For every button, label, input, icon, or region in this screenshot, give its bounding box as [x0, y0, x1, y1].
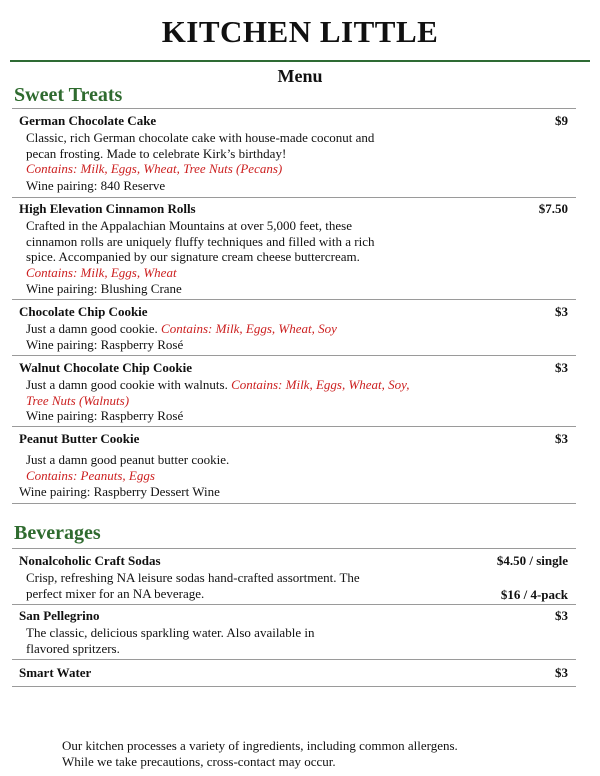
restaurant-name: KITCHEN LITTLE	[161, 14, 439, 49]
item-price: $3	[555, 608, 568, 623]
menu-title: Menu	[277, 66, 323, 86]
item-price: $3	[555, 431, 568, 446]
menu-item-walnut-chocolate-chip-cookie	[12, 356, 576, 427]
menu-item-peanut-butter-cookie	[12, 427, 576, 504]
allergen-disclaimer: Our kitchen processes a variety of ingredients, including common allergens. While we take precautions, cross-contact may occur.	[62, 738, 458, 769]
item-price: $7.50	[538, 201, 568, 216]
item-description: Crisp, refreshing NA leisure sodas hand-crafted assortment. The perfect mixer for an NA beverage.	[26, 570, 360, 601]
item-price-single: $4.50 / single	[496, 553, 568, 568]
item-price: $3	[555, 304, 568, 319]
item-price: $3	[555, 665, 568, 680]
menu-item-german-chocolate-cake	[12, 108, 576, 198]
item-name: San Pellegrino	[19, 608, 100, 623]
item-name: German Chocolate Cake	[19, 113, 157, 128]
item-description: The classic, delicious sparkling water. Also available in flavored spritzers.	[26, 625, 315, 656]
item-description: Just a damn good peanut butter cookie. Contains: Peanuts, Eggs	[26, 452, 446, 483]
menu-item-cinnamon-rolls	[12, 197, 576, 300]
item-description: Just a damn good cookie. Contains: Milk, Eggs, Wheat, Soy	[26, 321, 337, 336]
item-name: Walnut Chocolate Chip Cookie	[19, 360, 192, 375]
menu-item-smart-water	[12, 660, 576, 687]
menu-item-san-pellegrino	[12, 604, 576, 660]
item-price: $9	[555, 113, 568, 128]
item-name: Peanut Butter Cookie	[19, 431, 140, 446]
allergen-note-continued: Tree Nuts (Walnuts)	[26, 392, 130, 408]
section-title-beverages: Beverages	[14, 522, 101, 544]
section-title-sweet-treats: Sweet Treats	[14, 84, 123, 106]
allergen-note: Contains: Milk, Eggs, Wheat, Soy	[161, 321, 337, 336]
item-price-4-pack: $16 / 4-pack	[500, 587, 568, 602]
wine-pairing: Wine pairing: Raspberry Rosé	[26, 337, 184, 352]
wine-pairing: Wine pairing: 840 Reserve	[26, 178, 166, 193]
item-price: $3	[555, 360, 568, 375]
item-name: Smart Water	[19, 665, 92, 680]
allergen-note: Contains: Peanuts, Eggs	[26, 467, 155, 483]
item-name: Chocolate Chip Cookie	[19, 304, 148, 319]
wine-pairing: Wine pairing: Blushing Crane	[26, 281, 182, 296]
item-name: High Elevation Cinnamon Rolls	[19, 201, 196, 216]
item-description: Just a damn good cookie with walnuts. Contains: Milk, Eggs, Wheat, Soy, Tree Nuts (Walnuts)	[26, 377, 486, 408]
menu-item-craft-sodas	[12, 548, 576, 605]
item-name: Nonalcoholic Craft Sodas	[19, 553, 161, 568]
wine-pairing: Wine pairing: Raspberry Dessert Wine	[19, 484, 220, 499]
menu-item-chocolate-chip-cookie	[12, 300, 576, 356]
allergen-note: Contains: Milk, Eggs, Wheat, Soy,	[231, 377, 410, 392]
item-description: Crafted in the Appalachian Mountains at over 5,000 feet, these cinnamon rolls are uniquely fluffy techniques and filled with a rich spice. Accompanied by our signature cream cheese buttercream. Contains: Milk, Eggs, Wheat	[26, 218, 466, 280]
allergen-note: Contains: Milk, Eggs, Wheat, Tree Nuts (Pecans)	[26, 161, 283, 176]
header-divider	[10, 60, 590, 62]
wine-pairing: Wine pairing: Raspberry Rosé	[26, 408, 184, 423]
item-description: Classic, rich German chocolate cake with house-made coconut and pecan frosting. Made to celebrate Kirk’s birthday! Contains: Milk, Eggs, Wheat, Tree Nuts (Pecans)	[26, 130, 466, 177]
allergen-note: Contains: Milk, Eggs, Wheat	[26, 264, 177, 280]
